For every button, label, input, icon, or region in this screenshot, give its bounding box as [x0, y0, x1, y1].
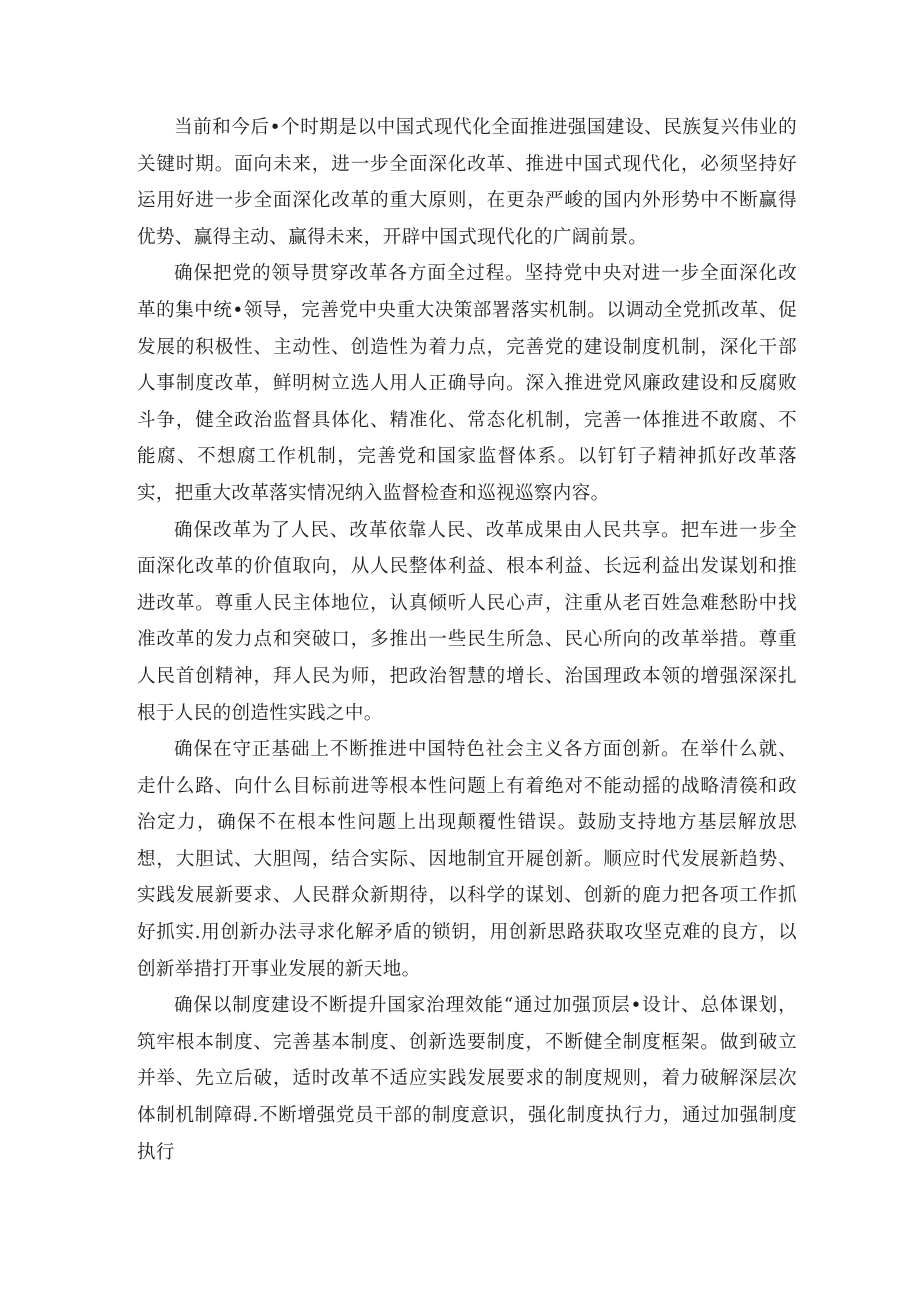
paragraph-2: 确保把党的领导贯穿改革各方面全过程。坚持党中央对进一步全面深化改革的集中统•领导，完善党中央重大决策部署落实机制。以调动全党抓改革、促发展的积极性、主动性、创造性为着力点，完善党的建设制度机制，深化干部人事制度改革，鲜明树立选人用人正确导向。深入推进党风廉政建设和反腐败斗争，健全政治监督具体化、精准化、常态化机制，完善一体推进不敢腐、不能腐、不想腐工作机制，完善党和国家监督体系。以钉钉子精神抓好改革落实，把重大改革落实情况纳入监督检查和巡视巡察内容。	[137, 263, 797, 504]
paragraph-3: 确保改革为了人民、改革依靠人民、改革成果由人民共享。把车进一步全面深化改革的价值取向，从人民整体利益、根本利益、长远利益出发谋划和推进改革。尊重人民主体地位，认真倾听人民心声，注重从老百姓急难愁盼中找准改革的发力点和突破口，多推出一些民生所急、民心所向的改革举措。尊重人民首创精神，拜人民为师，把政治智慧的增长、治国理政本领的增强深深扎根于人民的创造性实践之中。	[137, 519, 797, 724]
document-body	[137, 110, 797, 1171]
paragraph-1: 当前和今后•个时期是以中国式现代化全面推进强国建设、民族复兴伟业的关键时期。面向未来，进一步全面深化改革、推进中国式现代化，必须坚持好运用好进一步全面深化改革的重大原则，在更杂严峻的国内外形势中不断赢得优势、赢得主动、赢得未来，开辟中国式现代化的广阔前景。	[137, 117, 797, 248]
paragraph-4: 确保在守正基础上不断推进中国特色社会主义各方面创新。在举什么就、走什么路、向什么目标前进等根本性问题上有着绝对不能动摇的战略清篌和政治定力，确保不在根本性问题上出现颠覆性错误。鼓励支持地方基层解放思想，大胆试、大胆闯，结合实际、因地制宜开屣创新。顺应时代发展新趋势、实践发展新要求、人民群众新期待，以科学的谋划、创新的鹿力把各项工作抓好抓实.用创新办法寻求化解矛盾的锁钥，用创新思路获取攻坚克难的良方，以创新举措打开事业发展的新天地。	[137, 739, 797, 980]
paragraph-5: 确保以制度建设不断提升国家治理效能“通过加强顶层•设计、总体课划，筑牢根本制度、完善基本制度、创新选要制度，不断健全制度框架。做到破立并举、先立后破，适时改革不适应实践发展要求的制度规则，着力破解深层次体制机制障碍.不断增强党员干部的制度意识，强化制度执行力，通过加强制度执行	[137, 995, 797, 1163]
